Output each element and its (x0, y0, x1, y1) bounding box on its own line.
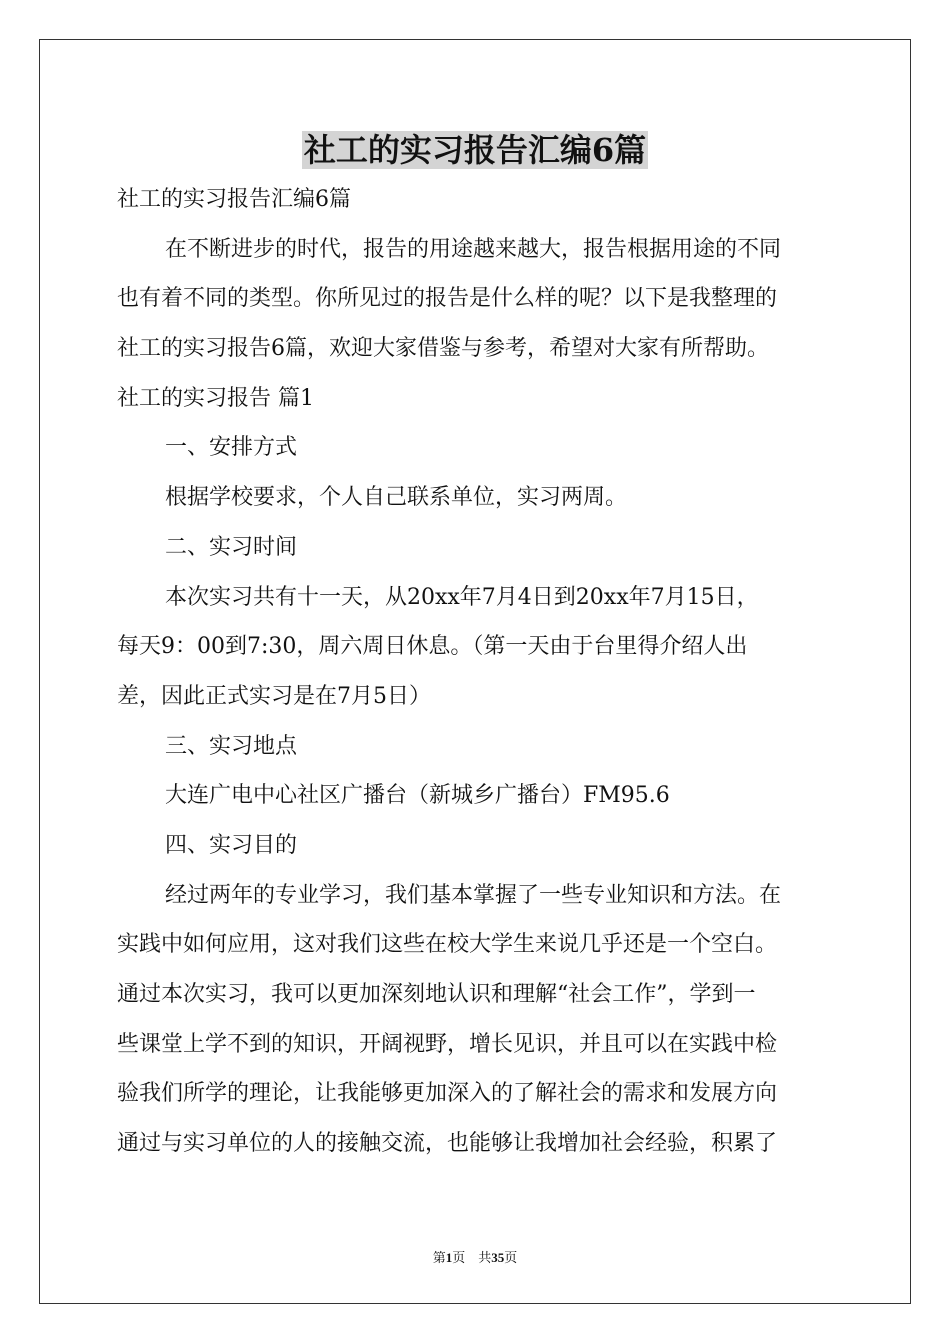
document-body (117, 175, 837, 1169)
footer-total-unit: 页 (504, 1250, 518, 1265)
body-line: 二、实习时间 (165, 534, 298, 560)
body-line: 实践中如何应用，这对我们这些在校大学生来说几乎还是一个空白。 (117, 932, 778, 958)
body-line: 社工的实习报告6篇，欢迎大家借鉴与参考，希望对大家有所帮助。 (117, 336, 769, 362)
footer-page-number: 1 (445, 1250, 453, 1265)
body-line: 通过本次实习，我可以更加深刻地认识和理解“社会工作”，学到一 (117, 982, 756, 1007)
footer-page-unit: 页 (452, 1250, 466, 1265)
document-title (0, 126, 950, 174)
footer-prefix: 第 (432, 1250, 446, 1265)
body-line: 也有着不同的类型。你所见过的报告是什么样的呢？以下是我整理的 (117, 286, 778, 312)
body-line: 验我们所学的理论，让我能够更加深入的了解社会的需求和发展方向 (117, 1081, 778, 1107)
body-line: 经过两年的专业学习，我们基本掌握了一些专业知识和方法。在 (165, 882, 782, 908)
body-line: 在不断进步的时代，报告的用途越来越大，报告根据用途的不同 (165, 236, 782, 262)
body-line: 通过与实习单位的人的接触交流，也能够让我增加社会经验，积累了 (117, 1131, 778, 1157)
body-line: 社工的实习报告汇编6篇 (117, 187, 351, 212)
page-footer (0, 1247, 950, 1266)
body-line: 本次实习共有十一天，从20xx年7月4日到20xx年7月15日， (165, 584, 759, 610)
body-line: 社工的实习报告 篇1 (117, 385, 314, 411)
body-line: 每天9：00到7:30，周六周日休息。（第一天由于台里得介绍人出 (117, 634, 748, 660)
body-line: 四、实习目的 (165, 832, 298, 858)
body-line: 大连广电中心社区广播台（新城乡广播台）FM95.6 (165, 783, 670, 809)
footer-total-prefix: 共 (478, 1250, 492, 1265)
footer-total-pages: 35 (491, 1250, 505, 1265)
body-line: 差，因此正式实习是在7月5日） (117, 683, 431, 709)
body-line: 三、实习地点 (165, 733, 298, 759)
body-line: 一、安排方式 (165, 435, 298, 461)
body-line: 些课堂上学不到的知识，开阔视野，增长见识，并且可以在实践中检 (117, 1031, 778, 1057)
document-title-text: 社工的实习报告汇编6篇 (303, 131, 647, 169)
body-line: 根据学校要求，个人自己联系单位，实习两周。 (165, 485, 628, 511)
